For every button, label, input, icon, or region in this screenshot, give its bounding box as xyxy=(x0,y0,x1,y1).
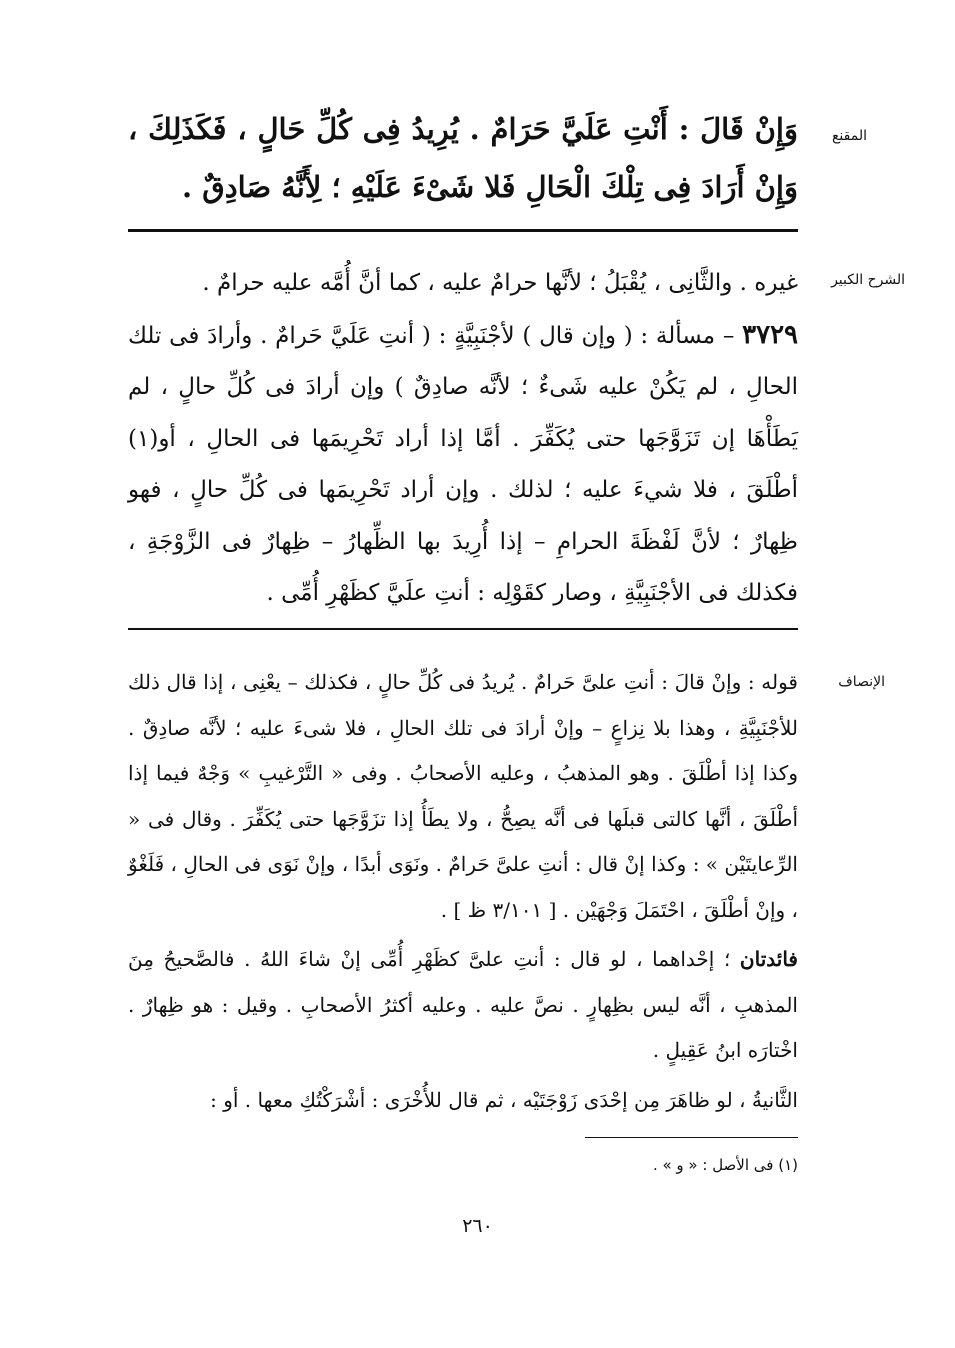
insaf-paragraph-3: الثَّانيةُ ، لو ظاهَرَ مِن إحْدَى زَوْجَتَيْه ، ثم قال للأُخْرَى : أشْرَكْتُكِ معها . أو : xyxy=(210,1087,798,1112)
muqni-text xyxy=(128,100,798,216)
footnote-divider xyxy=(585,1137,798,1138)
faidatan-heading: فائدتان xyxy=(739,947,798,971)
sharh-text xyxy=(128,258,798,620)
muqni-section-label: المقنع xyxy=(831,128,867,144)
section-divider-1 xyxy=(128,229,798,232)
issue-number: ٣٧٢٩ xyxy=(742,319,799,350)
section-divider-2 xyxy=(128,628,798,630)
insaf-text xyxy=(128,660,798,1123)
muqni-paragraph: وَإِنْ قَالَ : أَنْتِ عَلَيَّ حَرَامٌ . يُرِيدُ فِى كُلِّ حَالٍ ، فَكَذَلِكَ ، وَإِنْ أَرَادَ فِى تِلْكَ الْحَالِ فَلا شَىْءَ عَلَيْهِ ؛ لِأَنَّهُ صَادِقٌ . xyxy=(128,112,798,204)
sharh-section-label: الشرح الكبير xyxy=(831,272,905,288)
insaf-paragraph-1: قوله : وإنْ قالَ : أنتِ علىَّ حَرامٌ . يُريدُ فى كُلِّ حالٍ ، فكذلك – يعْنِى ، إذا قال ذلك للأجْنَبِيَّةِ ، وهذا بلا نِزاعٍ – وإنْ أرادَ فى تلك الحالِ ، فلا شىءَ عليه ؛ لأنَّه صادِقٌ . وكذا إذا أطْلَقَ . وهو المذهبُ ، وعليه الأصحابُ . وفى « التَّرْغيبِ » وَجْهٌ فيما إذا أطْلَقَ ، أنَّها كالتى قبلَها فى أنَّه يصِحُّ ، ولا يطَأُ إذا تزَوَّجَها حتى يُكَفِّرَ . وقال فى « الرِّعايتَيْن » : وكذا إنْ قال : أنتِ علىَّ حَرامٌ . ونَوَى أبدًا ، وإنْ نَوَى فى الحالِ ، فَلَغْوٌ ، وإنْ أطْلَقَ ، احْتَمَلَ وَجْهَيْن . [ ٣/١٠١ ظ ] . xyxy=(128,670,798,922)
insaf-paragraph-2-text: ؛ إحْداهما ، لو قال : أنتِ علىَّ كظَهْرِ أُمِّى إنْ شاءَ اللهُ . فالصَّحيحُ مِنَ المذهبِ ، أنَّه ليس بظِهارٍ . نصَّ عليه . وعليه أكثرُ الأصحابِ . وقيل : هو ظِهارٌ . اخْتارَه ابنُ عَقِيلٍ . xyxy=(128,947,798,1062)
page-number: ٢٦٠ xyxy=(462,1215,493,1237)
issue-text: – مسألة : ( وإن قال ) لأجْنَبِيَّةٍ : ( أنتِ عَلَيَّ حَرامٌ . وأرادَ فى تلك الحالِ ، لم يَكُنْ عليه شَىءٌ ؛ لأنَّه صادِقٌ ) وإن أرادَ فى كُلِّ حالٍ ، لم يَطَأْهَا إن تَزَوَّجَها حتى يُكَفِّرَ . أمَّا إذا أراد تَحْرِيمَها فى الحالِ ، أو(١) أطْلَقَ ، فلا شيءَ عليه ؛ لذلك . وإن أراد تَحْرِيمَها فى كُلِّ حالٍ ، فهو ظِهارٌ ؛ لأنَّ لَفْظَةَ الحرامِ – إذا أُرِيدَ بها الظِّهارُ – ظِهارٌ فى الزَّوْجَةِ ، فكذلك فى الأجْنَبِيَّةِ ، وصار كقَوْلِه : أنتِ علَيَّ كظَهْرِ أُمِّى . xyxy=(128,322,798,606)
insaf-paragraph-2 xyxy=(128,937,798,1074)
footnote: (١) فى الأصل : « و » . xyxy=(652,1156,798,1174)
sharh-issue-paragraph xyxy=(128,310,798,620)
insaf-section-label: الإنصاف xyxy=(838,674,885,690)
sharh-line-1: غيره . والثَّانِى ، يُقْبَلُ ؛ لأنَّها حرامٌ عليه ، كما أنَّ أُمَّه عليه حرامٌ . xyxy=(202,270,798,296)
